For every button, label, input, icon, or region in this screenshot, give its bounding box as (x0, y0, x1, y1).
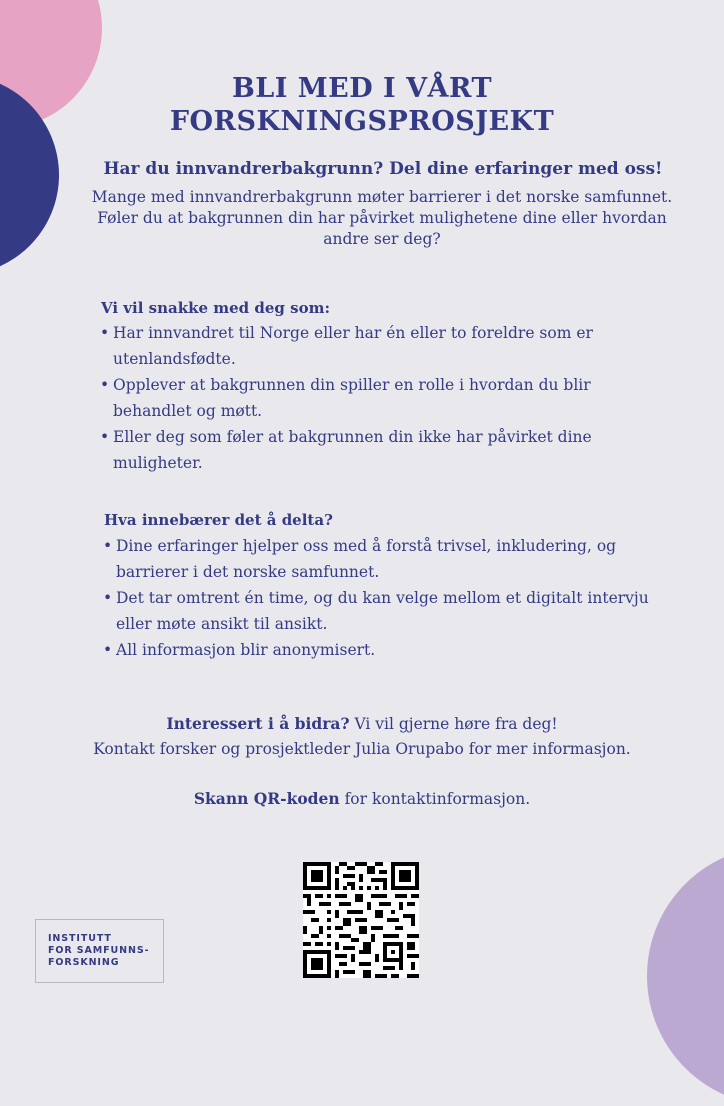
section-what-heading: Hva innebærer det å delta? (104, 511, 333, 529)
title-line-2: FORSKNINGSPROSJEKT (169, 106, 555, 137)
list-item (100, 424, 660, 476)
list-item-line: Opplever at bakgrunnen din spiller en rolle i hvordan du blir (113, 376, 591, 394)
list-item (103, 533, 663, 585)
list-item-line: eller møte ansikt til ansikt. (116, 615, 328, 633)
section-who-list (100, 320, 660, 476)
institute-logo (35, 919, 164, 983)
list-item-line: Eller deg som føler at bakgrunnen din ikke har påvirket dine (113, 428, 592, 446)
lilac-circle-decoration (647, 846, 724, 1106)
qr-code-icon[interactable] (303, 862, 419, 978)
list-item-line: utenlandsfødte. (113, 350, 236, 368)
list-item-line: barrierer i det norske samfunnet. (116, 563, 380, 581)
logo-line-2: FOR SAMFUNNS- (48, 945, 150, 956)
title-line-1: BLI MED I VÅRT (231, 73, 493, 104)
scan-line (0, 787, 724, 811)
page-title (0, 72, 724, 138)
list-item-line: Dine erfaringer hjelper oss med å forstå trivsel, inkludering, og (116, 537, 617, 555)
intro-paragraph: Mange med innvandrerbakgrunn møter barrierer i det norske samfunnet. Føler du at bakgrunnen din har påvirket mulighetene dine eller hvordan andre ser deg? (91, 188, 673, 248)
section-what-list (103, 533, 663, 663)
scan-text: for kontaktinformasjon. (339, 790, 531, 808)
logo-line-1: INSTITUTT (48, 933, 112, 944)
scan-bold-text: Skann QR-koden (193, 789, 340, 808)
interest-line (0, 712, 724, 736)
list-item-line: behandlet og møtt. (113, 402, 263, 420)
contact-line: Kontakt forsker og prosjektleder Julia Orupabo for mer informasjon. (93, 740, 631, 758)
list-item (100, 372, 660, 424)
interest-bold-text: Interessert i å bidra? (166, 714, 350, 733)
section-who-heading: Vi vil snakke med deg som: (101, 299, 330, 317)
list-item (103, 637, 663, 663)
list-item (100, 320, 660, 372)
list-item-line: muligheter. (113, 454, 203, 472)
list-item-line: Det tar omtrent én time, og du kan velge mellom et digitalt intervju (116, 589, 649, 607)
list-item-line: Har innvandret til Norge eller har én eller to foreldre som er (113, 324, 593, 342)
list-item (103, 585, 663, 637)
logo-line-3: FORSKNING (48, 957, 120, 968)
subtitle: Har du innvandrerbakgrunn? Del dine erfaringer med oss! (103, 159, 663, 179)
list-item-line: All informasjon blir anonymisert. (116, 641, 376, 659)
interest-text: Vi vil gjerne høre fra deg! (349, 715, 558, 733)
